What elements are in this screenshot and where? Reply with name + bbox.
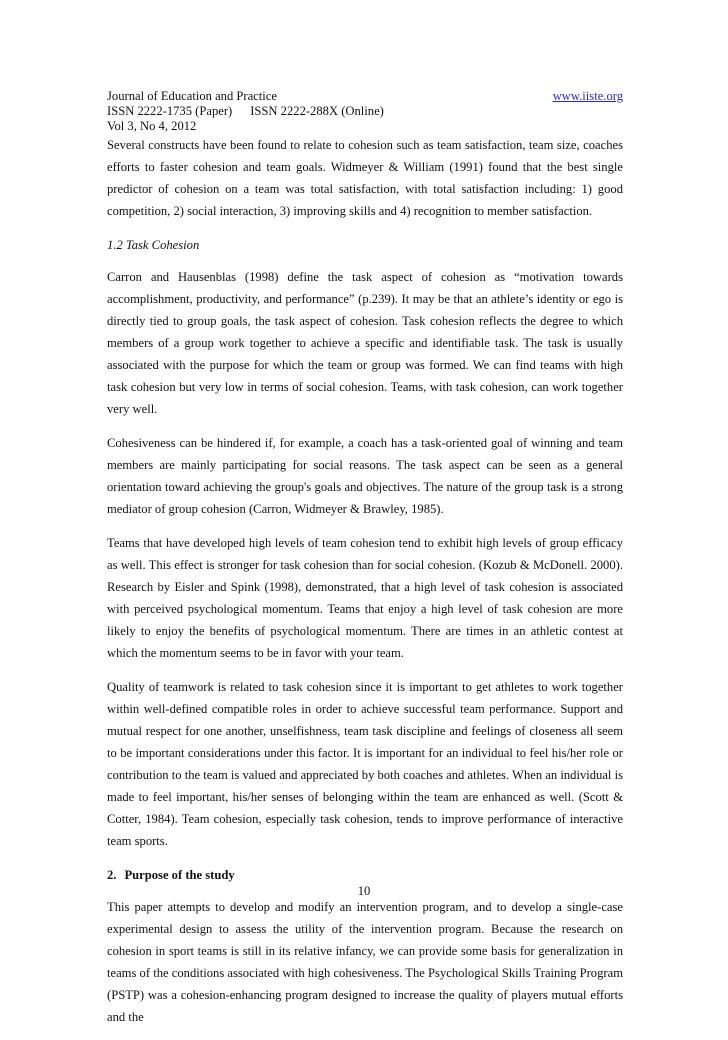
- page-number: 10: [357, 884, 371, 898]
- intro-paragraph: Several constructs have been found to relate to cohesion such as team satisfaction, team size, coaches efforts to faster cohesion and team goals. Widmeyer & William (1991) found that the best single predictor of cohesion on a team was total satisfaction, with total satisfaction including: 1) good competition, 2) social interaction, 3) improving skills and 4) recognition to member satisfaction.: [107, 138, 623, 218]
- journal-url-link[interactable]: www.iiste.org: [552, 89, 623, 103]
- issn-paper: ISSN 2222-1735 (Paper): [107, 104, 233, 118]
- paragraph: Quality of teamwork is related to task cohesion since it is important to get athletes to work together within well-defined compatible roles in order to achieve successful team performance. Support and mutual respect for one another, unselfishness, team task discipline and feelings of closeness all seem to be important considerations under this factor. It is important for an individual to feel his/her role or contribution to the team is valued and appreciated by both coaches and athletes. When an individual is made to feel important, his/her senses of belonging within the team are enhanced as well. (Scott & Cotter, 1984). Team cohesion, especially task cohesion, tends to improve performance of interactive team sports.: [107, 680, 623, 848]
- paragraph: Teams that have developed high levels of team cohesion tend to exhibit high levels of group efficacy as well. This effect is stronger for task cohesion than for social cohesion. (Kozub & McDonell. 2000). Research by Eisler and Spink (1998), demonstrated, that a high level of task cohesion is associated with perceived psychological momentum. Teams that enjoy a high level of task cohesion are more likely to enjoy the benefits of psychological momentum. There are times in an athletic contest at which the momentum seems to be in favor with your team.: [107, 536, 623, 660]
- section-number: 2.: [107, 868, 117, 882]
- section-heading-task-cohesion: 1.2 Task Cohesion: [107, 238, 200, 252]
- journal-header: [107, 89, 623, 134]
- section-title: Purpose of the study: [124, 868, 235, 882]
- paragraph: Cohesiveness can be hindered if, for example, a coach has a task-oriented goal of winning and team members are mainly participating for social reasons. The task aspect can be seen as a general orientation toward achieving the group's goals and objectives. The nature of the group task is a strong mediator of group cohesion (Carron, Widmeyer & Brawley, 1985).: [107, 436, 623, 516]
- volume-info: Vol 3, No 4, 2012: [107, 119, 197, 133]
- paragraph: Carron and Hausenblas (1998) define the task aspect of cohesion as “motivation towards accomplishment, productivity, and performance” (p.239). It may be that an athlete’s identity or ego is directly tied to group goals, the task aspect of cohesion. Task cohesion reflects the degree to which members of a group work together to achieve a specific and identifiable task. The task is usually associated with the purpose for which the team or group was formed. We can find teams with high task cohesion but very low in terms of social cohesion. Teams, with task cohesion, can work together very well.: [107, 270, 623, 416]
- section-heading-purpose: [107, 864, 623, 886]
- paragraph: This paper attempts to develop and modify an intervention program, and to develop a single-case experimental design to assess the utility of the intervention program. Because the research on cohesion in sport teams is still in its relative infancy, we can provide some basis for generalization in teams of the conditions associated with high cohesiveness. The Psychological Skills Training Program (PSTP) was a cohesion-enhancing program designed to increase the quality of players mutual efforts and the: [107, 900, 623, 1024]
- body-text: [107, 134, 623, 1040]
- journal-title: Journal of Education and Practice: [107, 89, 277, 103]
- issn-online: ISSN 2222-288X (Online): [250, 104, 384, 118]
